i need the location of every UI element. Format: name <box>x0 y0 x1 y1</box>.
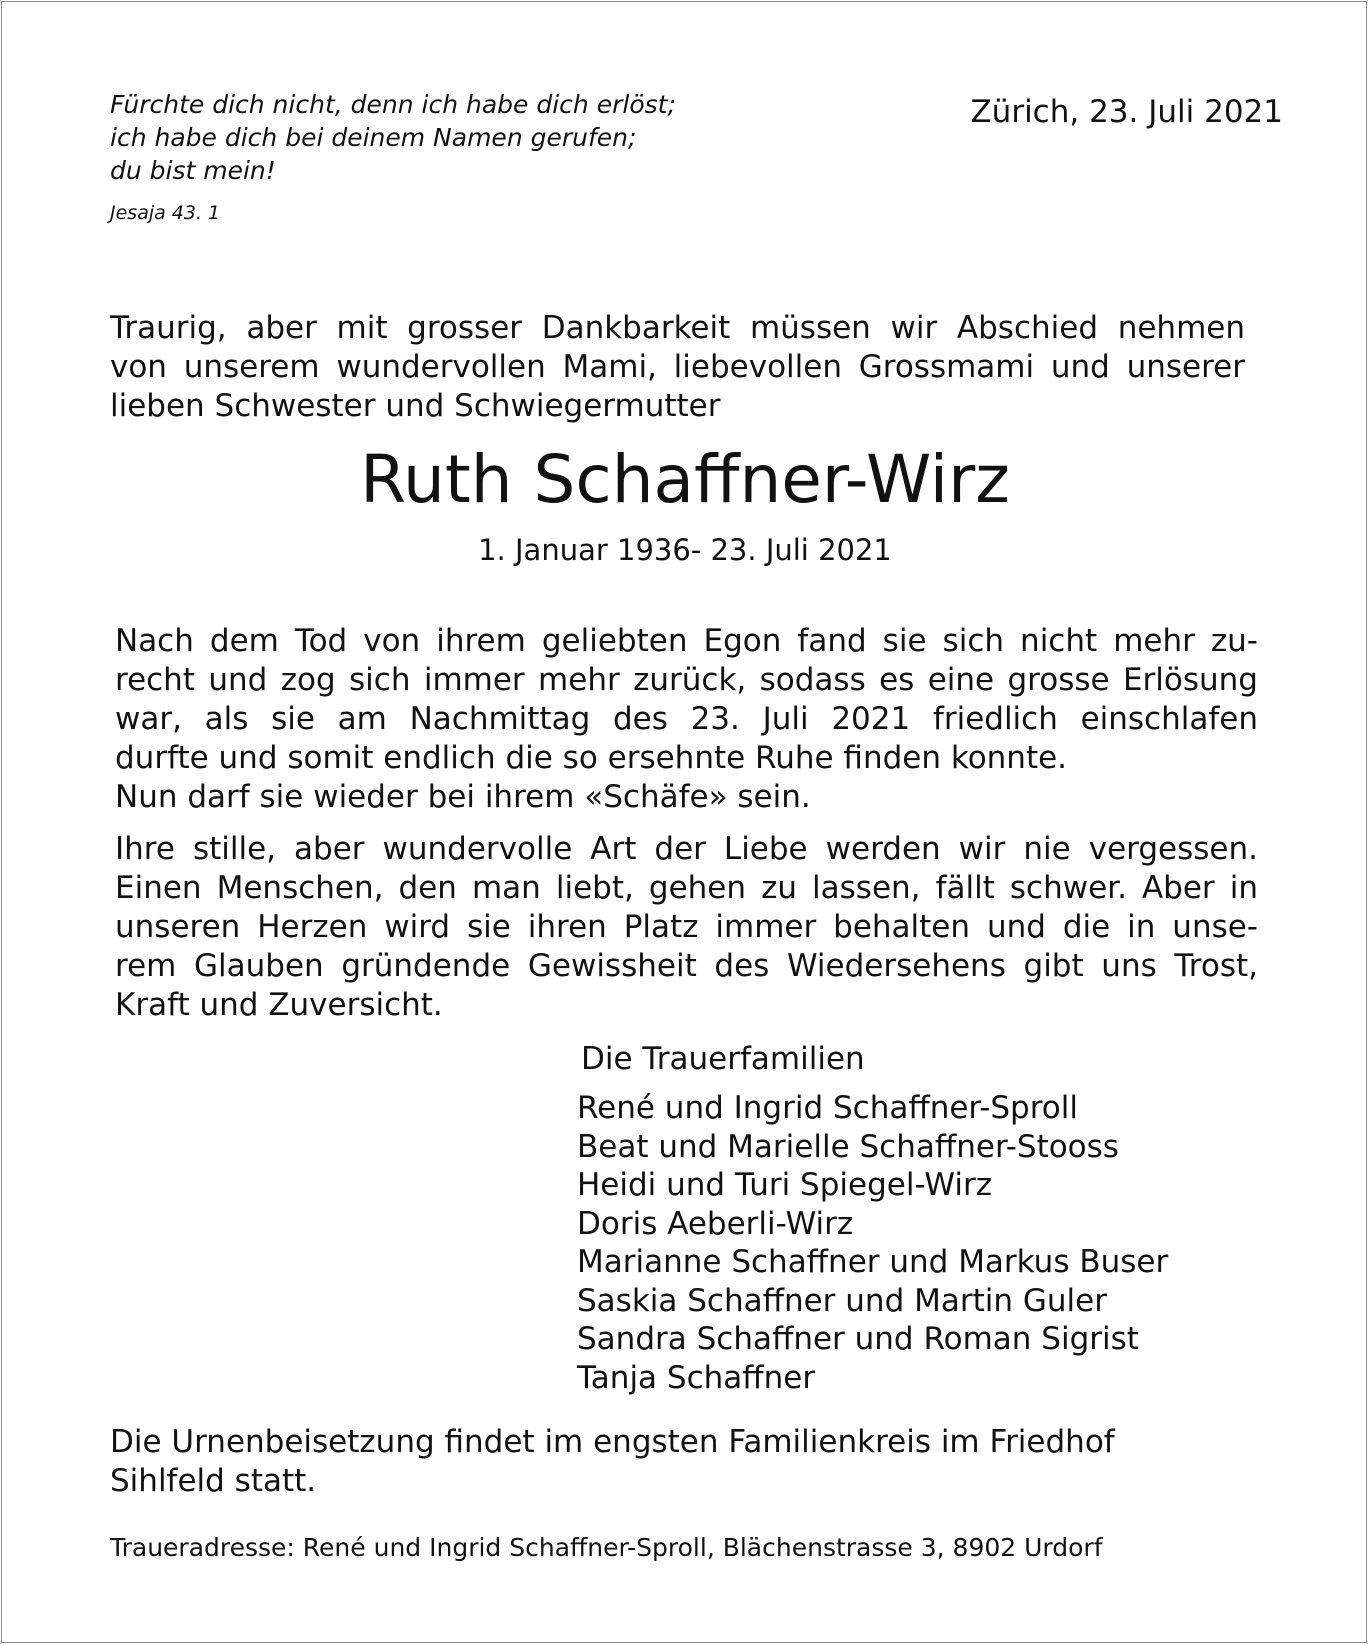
verse-line: ich habe dich bei deinem Namen gerufen; <box>110 123 637 152</box>
mourner-name: Marianne Schaffner und Markus Buser <box>577 1244 1169 1280</box>
mourners-title: Die Trauerfamilien <box>581 1041 865 1077</box>
mourner-name: Sandra Schaffner und Roman Sigrist <box>577 1321 1139 1357</box>
mourners-list <box>577 1089 1168 1397</box>
burial-line: Sihlfeld statt. <box>110 1463 317 1499</box>
verse-reference: Jesaja 43. 1 <box>110 202 221 224</box>
paragraph-line: war, als sie am Nachmittag des 23. Juli 2021 friedlich einschlafen <box>115 701 1258 737</box>
paragraph-line: rem Glauben gründende Gewissheit des Wiedersehens gibt uns Trost, <box>115 948 1258 984</box>
verse-line: Fürchte dich nicht, denn ich habe dich erlöst; <box>110 90 676 119</box>
mourner-name: Saskia Schaffner und Martin Guler <box>577 1282 1107 1319</box>
verse-line: du bist mein! <box>110 156 276 185</box>
intro-line: von unserem wundervollen Mami, liebevollen Grossmami und unserer <box>110 349 1245 385</box>
paragraph-line: Ihre stille, aber wundervolle Art der Liebe werden wir nie vergessen. <box>115 831 1258 867</box>
paragraph-farewell <box>115 622 1258 817</box>
bible-verse <box>110 88 676 187</box>
mourner-name: Beat und Marielle Schaffner-Stooss <box>577 1128 1119 1165</box>
paragraph-line: Einen Menschen, den man liebt, gehen zu lassen, fällt schwer. Aber in <box>115 870 1258 906</box>
intro-line: lieben Schwester und Schwiegermutter <box>110 388 721 424</box>
paragraph-line: Kraft und Zuversicht. <box>115 987 443 1023</box>
mourner-name: René und Ingrid Schaffner-Sproll <box>577 1090 1078 1126</box>
life-dates: 1. Januar 1936- 23. Juli 2021 <box>478 533 892 567</box>
burial-notice <box>110 1423 1115 1501</box>
mourner-name: Tanja Schaffner <box>577 1359 816 1396</box>
paragraph-line: unseren Herzen wird sie ihren Platz immer behalten und die in unse- <box>115 909 1258 945</box>
paragraph-line: recht und zog sich immer mehr zurück, sodass es eine grosse Erlösung <box>115 662 1258 698</box>
mourner-name: Doris Aeberli-Wirz <box>577 1205 854 1242</box>
deceased-name: Ruth Schaffner-Wirz <box>360 441 1010 518</box>
paragraph-line: Nun darf sie wieder bei ihrem «Schäfe» sein. <box>115 779 811 815</box>
mourning-address: Traueradresse: René und Ingrid Schaffner-Sproll, Blächenstrasse 3, 8902 Urdorf <box>110 1533 1103 1562</box>
paragraph-line: durfte und somit endlich die so ersehnte Ruhe finden konnte. <box>115 740 1068 776</box>
paragraph-line: Nach dem Tod von ihrem geliebten Egon fand sie sich nicht mehr zu- <box>115 623 1258 659</box>
burial-line: Die Urnenbeisetzung findet im engsten Familienkreis im Friedhof <box>110 1424 1115 1460</box>
intro-line: Traurig, aber mit grosser Dankbarkeit müssen wir Abschied nehmen <box>110 310 1245 346</box>
intro-text <box>110 309 1245 426</box>
mourner-name: Heidi und Turi Spiegel-Wirz <box>577 1167 992 1203</box>
place-date: Zürich, 23. Juli 2021 <box>970 94 1283 130</box>
paragraph-remembrance <box>115 830 1258 1025</box>
